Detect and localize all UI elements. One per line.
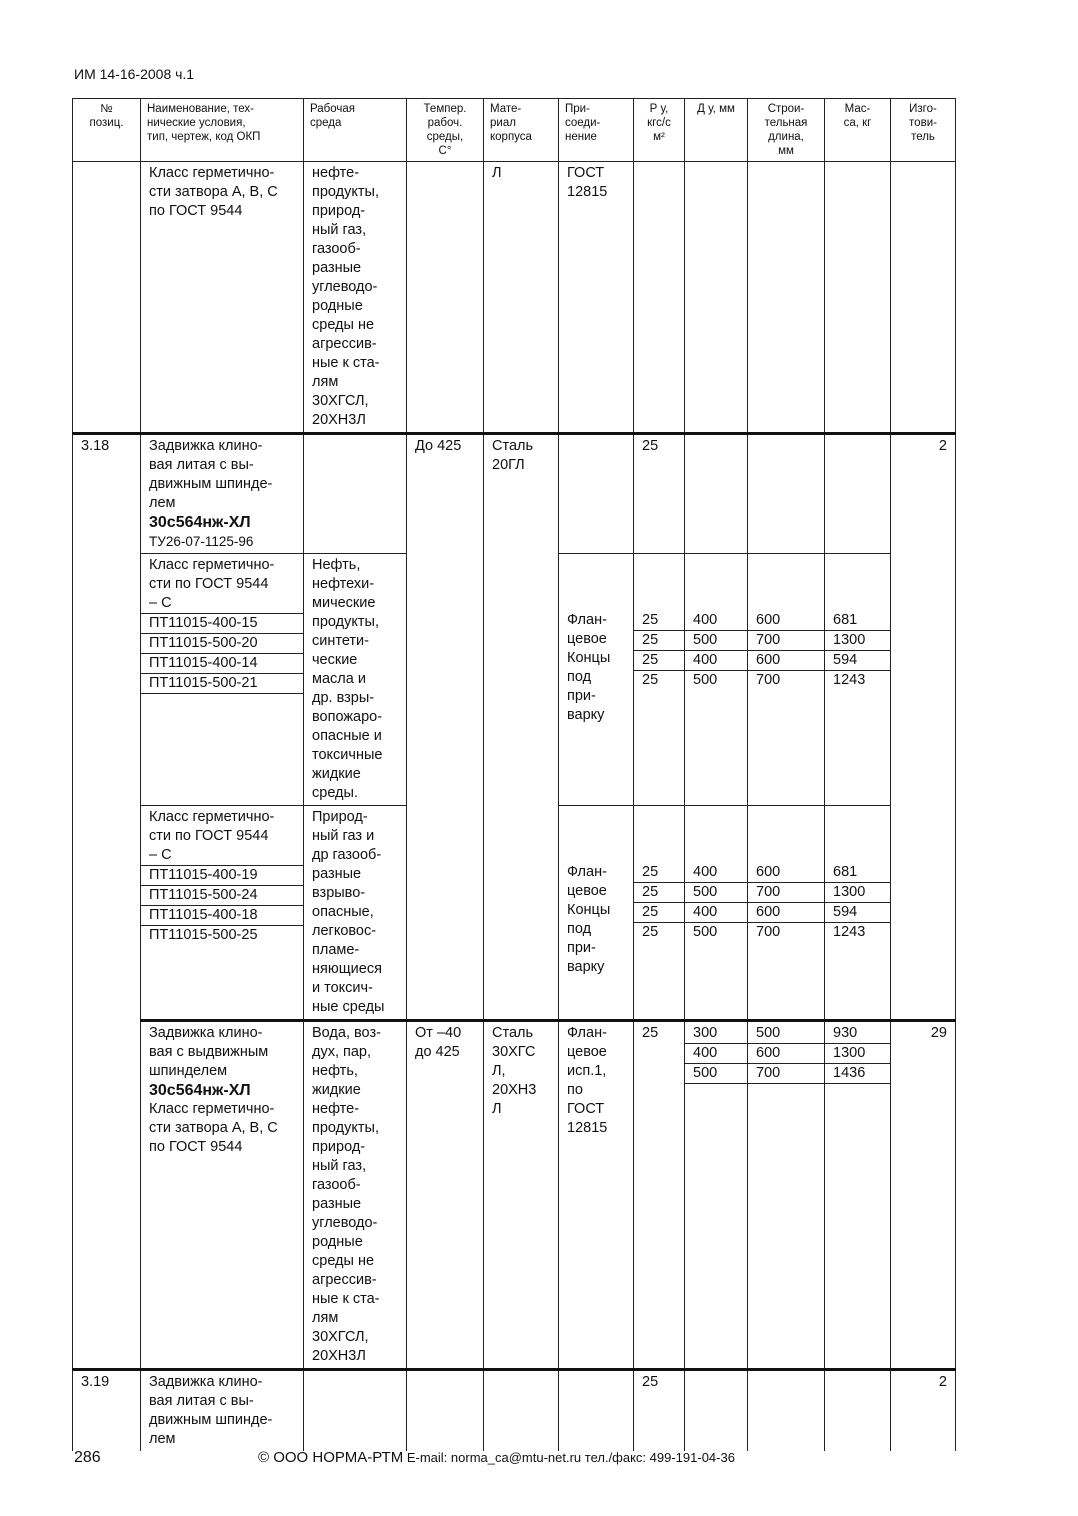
class-text: Класс герметично- сти по ГОСТ 9544 – С (149, 809, 275, 863)
col-header-medium: Рабочая среда (304, 99, 407, 162)
list-item: 400 (685, 903, 747, 923)
col-header-connection: При- соеди- нение (559, 99, 634, 162)
cell-pressure: 25 (634, 1370, 685, 1452)
cell-mass (825, 1370, 891, 1452)
item-model: 30с564нж-ХЛ (149, 514, 251, 531)
list-item: ПТ11015-500-24 (141, 886, 303, 906)
list-item: 700 (748, 883, 824, 903)
cell-medium: Вода, воз- дух, пар, нефть, жидкие нефте- продукты, природ- ный газ, газооб- разные углеводо- родные среды не агрессив- ные к ста- лям 30ХГСЛ, 20ХН3Л (304, 1021, 407, 1370)
cell-medium: Природ- ный газ и др газооб- разные взрыво- опасные, легковос- пламе- няющиеся и токсич- ные среды (304, 806, 407, 1021)
cell-mass (825, 434, 891, 554)
document-code: ИМ 14-16-2008 ч.1 (74, 66, 195, 82)
cell-position: 3.19 (73, 1370, 141, 1452)
cell-name (141, 806, 304, 1021)
cell-length (748, 1021, 825, 1370)
item-tu: ТУ26-07-1125-96 (149, 534, 254, 549)
cell-manufacturer: 2 (891, 1370, 956, 1452)
list-item: 700 (748, 1064, 824, 1084)
cell-material: Л (484, 162, 559, 434)
list-item: 594 (825, 903, 890, 923)
connection-flanged: Флан- цевое (567, 612, 607, 647)
cell-name: Задвижка клино- вая литая с вы- движным шпинде- лем (141, 1370, 304, 1452)
cell-length (748, 162, 825, 434)
list-item: 400 (685, 611, 747, 631)
cell-temperature: До 425 (407, 434, 484, 1021)
item-name: Задвижка клино- вая литая с вы- движным шпинде- лем (149, 438, 273, 511)
list-item: 25 (642, 924, 659, 940)
list-item: 600 (748, 611, 824, 631)
list-item: 930 (825, 1024, 890, 1044)
list-item: 25 (634, 651, 684, 671)
cell-length (748, 434, 825, 554)
class-text: Класс герметично- сти затвора А, В, С по ГОСТ 9544 (149, 1101, 278, 1155)
list-item: 681 (825, 611, 890, 631)
table-row-3-18-variant (73, 1021, 956, 1370)
cell-pressure (634, 806, 685, 1021)
list-item: 681 (825, 863, 890, 883)
code-list (141, 613, 303, 694)
cell-mass (825, 806, 891, 1021)
list-item: 25 (634, 631, 684, 651)
cell-material: Сталь 30ХГС Л, 20ХН3 Л (484, 1021, 559, 1370)
list-item: 600 (748, 903, 824, 923)
code-list (141, 865, 303, 945)
cell-manufacturer (891, 162, 956, 434)
cell-temperature (407, 1370, 484, 1452)
cell-manufacturer: 29 (891, 1021, 956, 1370)
cell-mass (825, 554, 891, 806)
list-item: ПТ11015-400-14 (141, 654, 303, 674)
list-item: 500 (693, 672, 718, 688)
cell-dn (685, 1370, 748, 1452)
cell-dn (685, 806, 748, 1021)
page-footer (258, 1449, 735, 1466)
list-item: 600 (748, 863, 824, 883)
list-item: ПТ11015-500-20 (141, 634, 303, 654)
cell-name (141, 554, 304, 806)
cell-connection (559, 434, 634, 554)
cell-pressure (634, 554, 685, 806)
cell-temperature: От –40 до 425 (407, 1021, 484, 1370)
list-item: 1243 (833, 924, 866, 940)
list-item: 700 (748, 631, 824, 651)
col-header-name: Наименование, тех- нические условия, тип, чертеж, код ОКП (141, 99, 304, 162)
list-item: ПТ11015-400-15 (141, 614, 303, 634)
list-item: ПТ11015-400-19 (141, 866, 303, 886)
table-row-3-19 (73, 1370, 956, 1452)
col-header-temperature: Темпер. рабоч. среды, С° (407, 99, 484, 162)
list-item: 700 (756, 672, 781, 688)
cell-connection (559, 554, 634, 806)
item-model: 30с564нж-ХЛ (149, 1082, 251, 1099)
list-item: 600 (748, 651, 824, 671)
cell-dn (685, 434, 748, 554)
col-header-mass: Мас- са, кг (825, 99, 891, 162)
cell-medium (304, 1370, 407, 1452)
list-item: 594 (825, 651, 890, 671)
list-item: 500 (685, 883, 747, 903)
list-item: 400 (685, 651, 747, 671)
col-header-manufacturer: Изго- тови- тель (891, 99, 956, 162)
list-item: 400 (685, 1044, 747, 1064)
connection-flanged: Флан- цевое (567, 864, 607, 899)
contacts-text: E-mail: norma_ca@mtu-net.ru тел./факс: 499-191-04-36 (406, 1450, 735, 1465)
list-item: 500 (748, 1024, 824, 1044)
col-header-pressure: Р у, кгс/с м² (634, 99, 685, 162)
cell-connection: ГОСТ 12815 (559, 162, 634, 434)
cell-temperature (407, 162, 484, 434)
cell-pressure: 25 (634, 1021, 685, 1370)
list-item: 25 (634, 883, 684, 903)
cell-dn (685, 554, 748, 806)
col-header-length: Строи- тельная длина, мм (748, 99, 825, 162)
connection-weld: Концы под при- варку (567, 902, 611, 975)
list-item: 700 (756, 924, 781, 940)
table-row-3-18-head (73, 434, 956, 554)
cell-length (748, 1370, 825, 1452)
list-item: 400 (685, 863, 747, 883)
cell-medium: Нефть, нефтехи- мические продукты, синтети- ческие масла и др. взры- вопожаро- опасные и токсичные жидкие среды. (304, 554, 407, 806)
page-number: 286 (74, 1449, 101, 1466)
list-item: 25 (634, 611, 684, 631)
cell-name (141, 1021, 304, 1370)
cell-length (748, 554, 825, 806)
col-header-position: № позиц. (73, 99, 141, 162)
list-item: 1300 (825, 883, 890, 903)
list-item: 500 (685, 631, 747, 651)
cell-dn (685, 162, 748, 434)
cell-material (484, 1370, 559, 1452)
table-row-continuation (73, 162, 956, 434)
cell-mass (825, 1021, 891, 1370)
cell-connection: Флан- цевое исп.1, по ГОСТ 12815 (559, 1021, 634, 1370)
list-item: 1243 (833, 672, 866, 688)
list-item: 1300 (825, 631, 890, 651)
cell-dn (685, 1021, 748, 1370)
class-text: Класс герметично- сти по ГОСТ 9544 – С (149, 557, 275, 611)
list-item: 25 (642, 672, 659, 688)
cell-connection (559, 806, 634, 1021)
cell-pressure (634, 162, 685, 434)
copyright-text: © ООО НОРМА-РТМ (258, 1449, 404, 1466)
cell-name: Класс герметично- сти затвора А, В, С по ГОСТ 9544 (141, 162, 304, 434)
connection-weld: Концы под при- варку (567, 650, 611, 723)
cell-name (141, 434, 304, 554)
list-item: 300 (685, 1024, 747, 1044)
list-item: 500 (693, 924, 718, 940)
list-item: 25 (634, 903, 684, 923)
cell-connection (559, 1370, 634, 1452)
list-item: ПТ11015-500-25 (149, 927, 258, 943)
list-item: ПТ11015-500-21 (141, 674, 303, 694)
cell-position: 3.18 (73, 434, 141, 1370)
col-header-nominal-diameter: Д у, мм (685, 99, 748, 162)
valve-spec-table (72, 98, 956, 1451)
cell-position (73, 162, 141, 434)
cell-manufacturer: 2 (891, 434, 956, 1021)
list-item: 25 (634, 863, 684, 883)
cell-medium (304, 434, 407, 554)
col-header-material: Мате- риал корпуса (484, 99, 559, 162)
cell-length (748, 806, 825, 1021)
list-item: 1436 (825, 1064, 890, 1084)
list-item: 500 (685, 1064, 747, 1084)
cell-pressure: 25 (634, 434, 685, 554)
list-item: 1300 (825, 1044, 890, 1064)
cell-mass (825, 162, 891, 434)
list-item: 600 (748, 1044, 824, 1064)
cell-material: Сталь 20ГЛ (484, 434, 559, 1021)
item-name: Задвижка клино- вая с выдвижным шпинделем (149, 1025, 269, 1079)
cell-medium: нефте- продукты, природ- ный газ, газооб- разные углеводо- родные среды не агрессив- ные к ста- лям 30ХГСЛ, 20ХН3Л (304, 162, 407, 434)
list-item: ПТ11015-400-18 (141, 906, 303, 926)
table-header-row (73, 99, 956, 162)
